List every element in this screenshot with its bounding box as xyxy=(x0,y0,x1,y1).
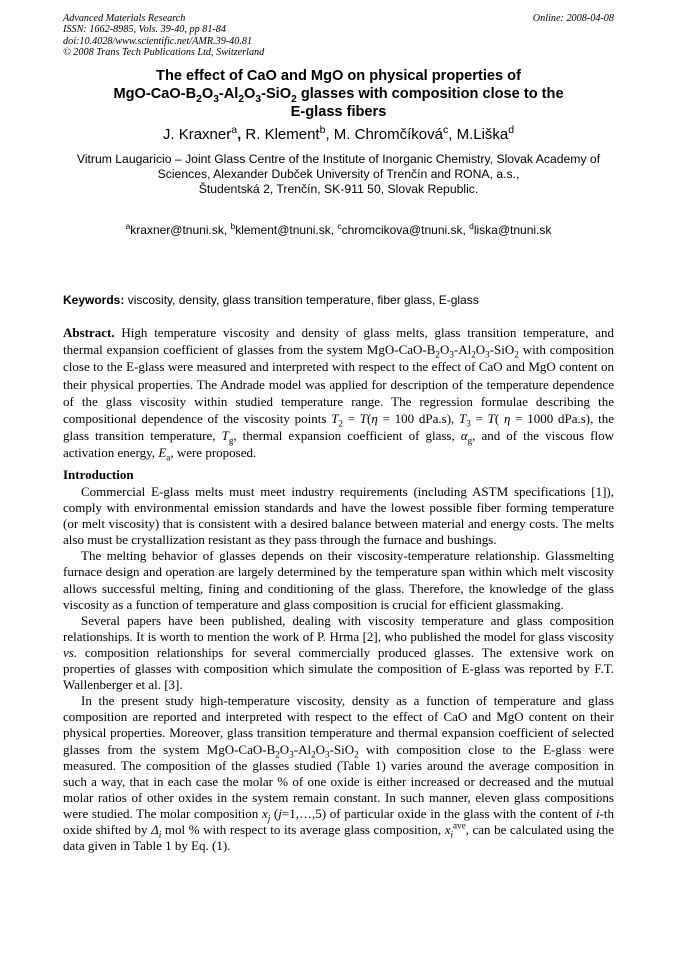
title-line-1: The effect of CaO and MgO on physical properties of xyxy=(156,68,521,84)
section-heading-introduction: Introduction xyxy=(63,467,134,482)
author-mark: b xyxy=(319,124,326,136)
author-name: M. Chromčíková xyxy=(333,126,443,143)
issn-line: ISSN: 1662-8985, Vols. 39-40, pp 81-84 xyxy=(63,24,226,36)
affiliation xyxy=(63,152,614,198)
author-name: J. Kraxner xyxy=(162,126,232,143)
online-date: Online: 2008-04-08 xyxy=(532,13,614,24)
author-name: R. Klement xyxy=(245,126,320,143)
keywords xyxy=(63,293,614,308)
author-mark: d xyxy=(508,124,515,136)
doi-line: doi:10.4028/www.scientific.net/AMR.39-40.81 xyxy=(63,35,253,47)
affiliation-line: Vitrum Laugaricio – Joint Glass Centre of the Institute of Inorganic Chemistry, Slovak Academy of xyxy=(76,152,601,166)
affiliation-line: Sciences, Alexander Dubček University of Trenčín and RONA, a.s., xyxy=(157,167,520,182)
title-line-3: E-glass fibers xyxy=(290,104,387,120)
paragraph: Several papers have been published, dealing with viscosity temperature and glass composition relationships. It is worth to mention the work of P. Hrma [2], who published the model for glass viscosity vs. composition relationships for several commercially produced glasses. The extensive work on properties of glasses with composition which simulate the composition of E-glass was reported by F.T. Wallenberger et al. [3]. xyxy=(63,612,614,693)
author-name: M.Liška xyxy=(456,126,509,143)
journal-header xyxy=(63,13,264,59)
author-list: J. Kraxner$^a$, R. Klement$^b$, M. Chromčíková$^c$, M.Liška$^d$ xyxy=(162,124,515,143)
author-mark: c xyxy=(443,124,449,136)
keywords-label: Keywords: xyxy=(63,293,125,307)
paragraph: The melting behavior of glasses depends on their viscosity-temperature relationship. Glassmelting furnace design and operation are largely determined by the temperature span within which melt viscosity allows successful melting, fining and conditioning of the glass. Therefore, the knowledge of the glass viscosity as a function of temperature and glass composition is crucial for efficient glassmaking. xyxy=(63,548,614,612)
abstract-label: Abstract. xyxy=(63,325,115,340)
keywords-text: viscosity, density, glass transition temperature, fiber glass, E-glass xyxy=(124,293,479,307)
email-list: $^a$kraxner@tnuni.sk, $^b$klement@tnuni.sk, $^c$chromcikova@tnuni.sk, $^d$liska@tnuni.sk xyxy=(125,221,552,237)
email-link[interactable]: liska@tnuni.sk xyxy=(473,223,552,237)
paragraph: In the present study high-temperature viscosity, density as a function of temperature and glass composition are reported and interpreted with respect to the effect of CaO and MgO content on their physical properties. Moreover, glass transition temperature and thermal expansion coefficient of selected glasses from the system MgO-$CaO-B_2O_3-Al_2O_3-SiO_2$ with composition close to the E-glass were measured. The composition of the glasses studied (Table 1) varies around the average composition in such a way, that in each case the molar % of one oxide is either increased or decreased and the mutual molar ratios of other oxides in the system remain constant. In such manner, eleven glass compositions were studied. The molar composition $x_j$ (j=1,…,5) of particular oxide in the glass with the content of i-th oxide shifted by $\Delta_i$ mol % with respect to its average glass composition, $x_i^{ave}$, can be calculated using the data given in Table 1 by Eq. (1). xyxy=(63,693,614,854)
copyright-line: © 2008 Trans Tech Publications Ltd, Switzerland xyxy=(63,47,265,59)
paper-title xyxy=(63,67,614,121)
affiliation-line: Študentská 2, Trenčín, SK-911 50, Slovak Republic. xyxy=(198,182,479,197)
journal-name: Advanced Materials Research xyxy=(63,13,186,24)
author-mark: a xyxy=(231,124,238,136)
abstract: Abstract. High temperature viscosity and density of glass melts, glass transition temperature, and thermal expansion coefficient of glasses from the system MgO-$CaO-B_2O_3-Al_2O_3-SiO_2$ with composition close to the E-glass were measured and interpreted with respect to the effect of CaO and MgO content on their physical properties. The Andrade model was applied for description of the temperature dependence of the glass viscosity within studied temperature range. The regression formulae describing the compositional dependence of the viscosity points $T_2 = T(\eta = 100$ dPa.s), $T_3 = T$( η = 1000 dPa.s), the glass transition temperature, $T_g$, thermal expansion coefficient of glass, $\alpha_g$, and of the viscous flow activation energy, $E_a$, were proposed. xyxy=(63,325,614,464)
email-link[interactable]: kraxner@tnuni.sk xyxy=(130,223,224,237)
introduction-body xyxy=(63,484,614,854)
email-link[interactable]: chromcikova@tnuni.sk xyxy=(341,223,463,237)
paragraph: Commercial E-glass melts must meet industry requirements (including ASTM specifications [1]), comply with environmental emission standards and have the lowest possible fiber forming temperature (or melt viscosity) that is consistent with a desired balance between material and energy costs. The melts also must be crystallization resistant as they pass through the furnace and bushings. xyxy=(63,484,614,548)
email-link[interactable]: klement@tnuni.sk xyxy=(235,223,331,237)
title-line-2: MgO-$CaO-B_2O_3-Al_2O_3-SiO_2$ glasses with composition close to the xyxy=(113,86,564,105)
